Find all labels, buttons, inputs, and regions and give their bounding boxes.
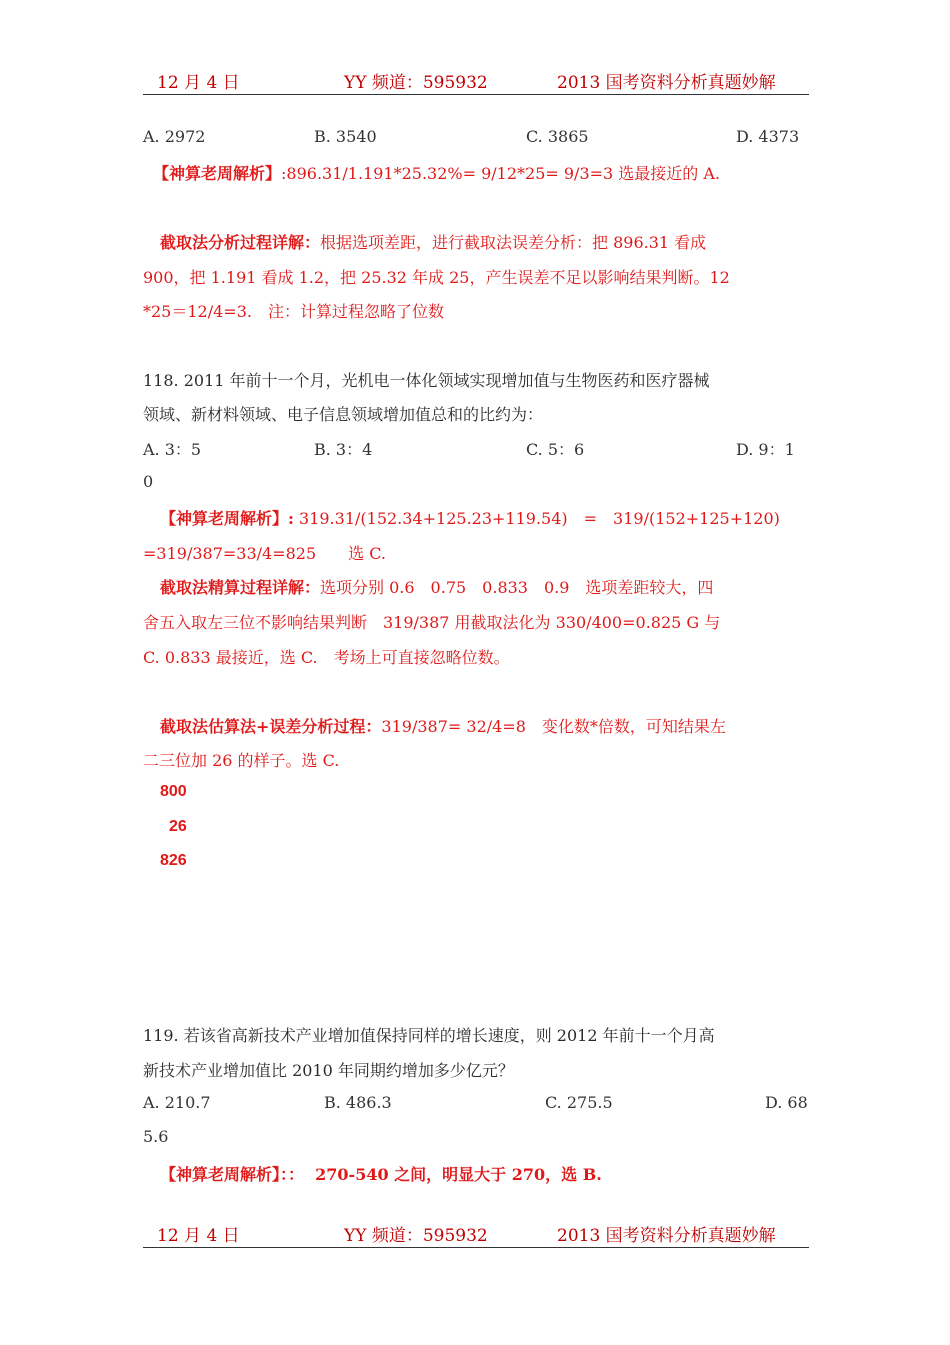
q118-option-c: C. 5：6 [526, 440, 585, 459]
q118-estimate-label: 截取法估算法+误差分析过程： [160, 717, 382, 736]
q119-question-line2: 新技术产业增加值比 2010 年同期约增加多少亿元？ [143, 1061, 514, 1080]
header-channel: YY 频道：595932 [344, 1226, 488, 1246]
q118-option-d: D. 9：1 [736, 440, 795, 459]
q118-option-wrap: 0 [143, 472, 154, 491]
header-channel: YY 频道：595932 [344, 73, 488, 93]
q118-estimate-line1: 截取法估算法+误差分析过程：319/387= 32/4=8 变化数*倍数，可知结果左 [160, 717, 726, 736]
q119-option-a: A. 210.7 [143, 1093, 211, 1112]
q117-option-d: D. 4373 [736, 127, 800, 146]
q118-analysis-text: 319.31/(152.34+125.23+119.54) = 319/(152+125+120) [299, 509, 780, 528]
q119-option-c: C. 275.5 [545, 1093, 613, 1112]
header-title: 2013 国考资料分析真题妙解 [557, 1226, 776, 1246]
q119-question-line1: 119. 若该省高新技术产业增加值保持同样的增长速度，则 2012 年前十一个月高 [143, 1026, 715, 1045]
q118-calc-value: 800 [160, 783, 187, 800]
q118-estimate-line2: 二三位加 26 的样子。选 C. [143, 751, 340, 770]
q118-analysis [160, 506, 780, 529]
q117-option-b: B. 3540 [314, 127, 377, 146]
header-title: 2013 国考资料分析真题妙解 [557, 73, 776, 93]
q117-detail-line1: 截取法分析过程详解：根据选项差距，进行截取法误差分析：把 896.31 看成 [160, 233, 707, 252]
q117-option-c: C. 3865 [526, 127, 589, 146]
q117-analysis [153, 161, 720, 184]
q119-analysis [160, 1162, 602, 1185]
q119-analysis-text: 270-540 之间，明显大于 270，选 B. [315, 1165, 602, 1184]
q117-analysis-text: :896.31/1.191*25.32%= 9/12*25= 9/3=3 选最接近的 A. [281, 164, 721, 183]
q118-precise-label: 截取法精算过程详解： [160, 578, 321, 597]
q118-precise-line3: C. 0.833 最接近，选 C. 考场上可直接忽略位数。 [143, 648, 510, 667]
q119-option-wrap: 5.6 [143, 1127, 169, 1146]
q117-detail-line2: 900，把 1.191 看成 1.2，把 25.32 年成 25，产生误差不足以影响结果判断。12 [143, 268, 730, 287]
page-header-top [143, 64, 809, 95]
q118-precise-line2: 舍五入取左三位不影响结果判断 319/387 用截取法化为 330/400=0.825 G 与 [143, 613, 721, 632]
q118-analysis-label: 【神算老周解析】: [160, 509, 294, 528]
q118-question-line2: 领域、新材料领域、电子信息领域增加值总和的比约为： [143, 405, 544, 424]
q117-detail-label: 截取法分析过程详解： [160, 233, 321, 252]
q118-calc-value: 26 [169, 818, 187, 835]
q117-option-a: A. 2972 [143, 127, 206, 146]
q118-calc-value: 826 [160, 852, 187, 869]
q117-detail-line3: *25＝12/4=3. 注：计算过程忽略了位数 [143, 302, 444, 321]
q118-analysis-line2: =319/387=33/4=825 选 C. [143, 544, 387, 563]
q117-analysis-label: 【神算老周解析】 [153, 164, 282, 183]
q119-option-b: B. 486.3 [324, 1093, 392, 1112]
q118-question-line1: 118. 2011 年前十一个月，光机电一体化领域实现增加值与生物医药和医疗器械 [143, 371, 710, 390]
header-date: 12 月 4 日 [157, 73, 240, 93]
q119-analysis-label: 【神算老周解析】：： [160, 1165, 305, 1184]
q119-option-d: D. 68 [765, 1093, 808, 1112]
q118-precise-line1: 截取法精算过程详解：选项分别 0.6 0.75 0.833 0.9 选项差距较大，四 [160, 578, 714, 597]
q118-option-a: A. 3：5 [143, 440, 202, 459]
q118-option-b: B. 3：4 [314, 440, 373, 459]
header-date: 12 月 4 日 [157, 1226, 240, 1246]
page-header-bottom [143, 1217, 809, 1248]
